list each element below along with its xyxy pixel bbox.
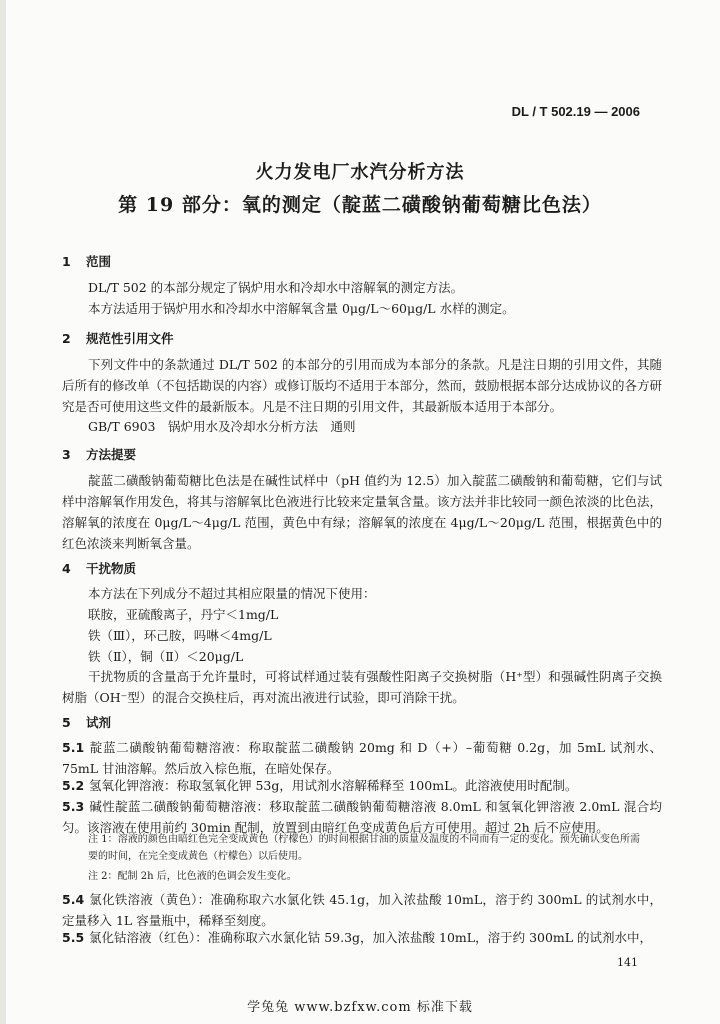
clause-5-4	[62, 889, 662, 931]
section-3-heading	[62, 445, 136, 463]
clause-text: 氯化钴溶液（红色）：准确称取六水氯化钴 59.3g，加入浓盐酸 10mL，溶于约 300mL 的试剂水中，	[89, 930, 653, 945]
section-number: 4	[62, 561, 71, 576]
clause-text: 氯化铁溶液（黄色）：准确称取六水氯化铁 45.1g，加入浓盐酸 10mL，溶于约 300mL 的试剂水中，定量移入 1L 容量瓶中，稀释至刻度。	[62, 892, 662, 928]
section-title: 规范性引用文件	[86, 331, 174, 346]
section-4-heading	[62, 559, 136, 577]
section-1-para-2: 本方法适用于锅炉用水和冷却水中溶解氧含量 0μg/L～60μg/L 水样的测定。	[88, 301, 515, 316]
interference-item: 铁（Ⅲ），环己胺，吗啉＜4mg/L	[88, 628, 272, 643]
document-subtitle: 第 19 部分：氧的测定（靛蓝二磺酸钠葡萄糖比色法）	[118, 194, 602, 216]
section-1-para-1: DL/T 502 的本部分规定了锅炉用水和冷却水中溶解氧的测定方法。	[88, 280, 464, 295]
section-3-para-1: 靛蓝二磺酸钠葡萄糖比色法是在碱性试样中（pH 值约为 12.5）加入靛蓝二磺酸钠和葡萄糖，它们与试样中溶解氧作用发色，将其与溶解氧比色液进行比较来定量氧含量。该方法并非比较同一颜色浓淡的比色法，溶解氧的浓度在 0μg/L～4μg/L 范围，黄色中有绿；溶解氧的浓度在 4μg/L～20μg/L 范围，根据黄色中的红色浓淡来判断氧含量。	[62, 473, 663, 551]
section-title: 方法提要	[86, 447, 137, 462]
clause-number: 5.4	[62, 892, 85, 907]
section-number: 3	[62, 447, 71, 462]
section-title: 范围	[86, 254, 112, 269]
section-1-heading	[62, 252, 111, 270]
clause-5-2	[62, 775, 662, 796]
clause-number: 5.1	[62, 740, 85, 755]
section-5-heading	[62, 713, 111, 731]
note-2: 注 2：配制 2h 后，比色液的色调会发生变化。	[88, 871, 297, 882]
clause-number: 5.5	[62, 930, 85, 945]
interference-item: 联胺，亚硫酸离子，丹宁＜1mg/L	[88, 607, 279, 622]
standard-number: DL / T 502.19 — 2006	[511, 104, 640, 119]
scan-left-edge	[0, 0, 6, 1024]
normative-reference: GB/T 6903 锅炉用水及冷却水分析方法 通则	[88, 419, 356, 434]
clause-text: 靛蓝二磺酸钠葡萄糖溶液：称取靛蓝二磺酸钠 20mg 和 D（+）–葡萄糖 0.2g，加 5mL 试剂水、75mL 甘油溶解。然后放入棕色瓶，在暗处保存。	[62, 740, 662, 776]
clause-number: 5.3	[62, 799, 85, 814]
section-2-heading	[62, 329, 174, 347]
section-number: 1	[62, 254, 71, 269]
section-2-para-1: 下列文件中的条款通过 DL/T 502 的本部分的引用而成为本部分的条款。凡是注日期的引用文件，其随后所有的修改单（不包括勘误的内容）或修订版均不适用于本部分，然而，鼓励根据本部分达成协议的各方研究是否可使用这些文件的最新版本。凡是不注日期的引用文件，其最新版本适用于本部分。	[62, 357, 663, 414]
clause-text: 氢氧化钾溶液：称取氢氧化钾 53g，用试剂水溶解稀释至 100mL。此溶液使用时配制。	[89, 778, 578, 793]
section-title: 试剂	[86, 715, 112, 730]
document-title: 火力发电厂水汽分析方法	[255, 162, 465, 183]
footer-watermark-text: 学兔兔 www.bzfxw.com 标准下载	[247, 1000, 473, 1015]
note-1: 注 1：溶液的颜色由暗红色完全变成黄色（柠檬色）的时间根据甘油的质量及温度的不同而有一定的变化。预先确认变色所需要的时间，在完全变成黄色（柠檬色）以后使用。	[88, 834, 640, 862]
clause-text: 碱性靛蓝二磺酸钠葡萄糖溶液：移取靛蓝二磺酸钠葡萄糖溶液 8.0mL 和氢氧化钾溶液 2.0mL 混合均匀。该溶液在使用前约 30min 配制，放置到由暗红色变成黄色后方可使用。超过 2h 后不应使用。	[62, 799, 662, 835]
interference-item: 铁（Ⅱ），铜（Ⅱ）＜20μg/L	[88, 649, 244, 664]
page-number: 141	[617, 956, 638, 969]
clause-5-5	[62, 927, 662, 948]
section-4-intro: 本方法在下列成分不超过其相应限量的情况下使用：	[88, 586, 376, 601]
section-4-para-2: 干扰物质的含量高于允许量时，可将试样通过装有强酸性阳离子交换树脂（H⁺型）和强碱性阴离子交换树脂（OH⁻型）的混合交换柱后，再对流出液进行试验，即可消除干扰。	[62, 669, 662, 705]
section-title: 干扰物质	[86, 561, 137, 576]
section-number: 2	[62, 331, 71, 346]
section-number: 5	[62, 715, 71, 730]
clause-5-1	[62, 737, 662, 779]
clause-number: 5.2	[62, 778, 85, 793]
